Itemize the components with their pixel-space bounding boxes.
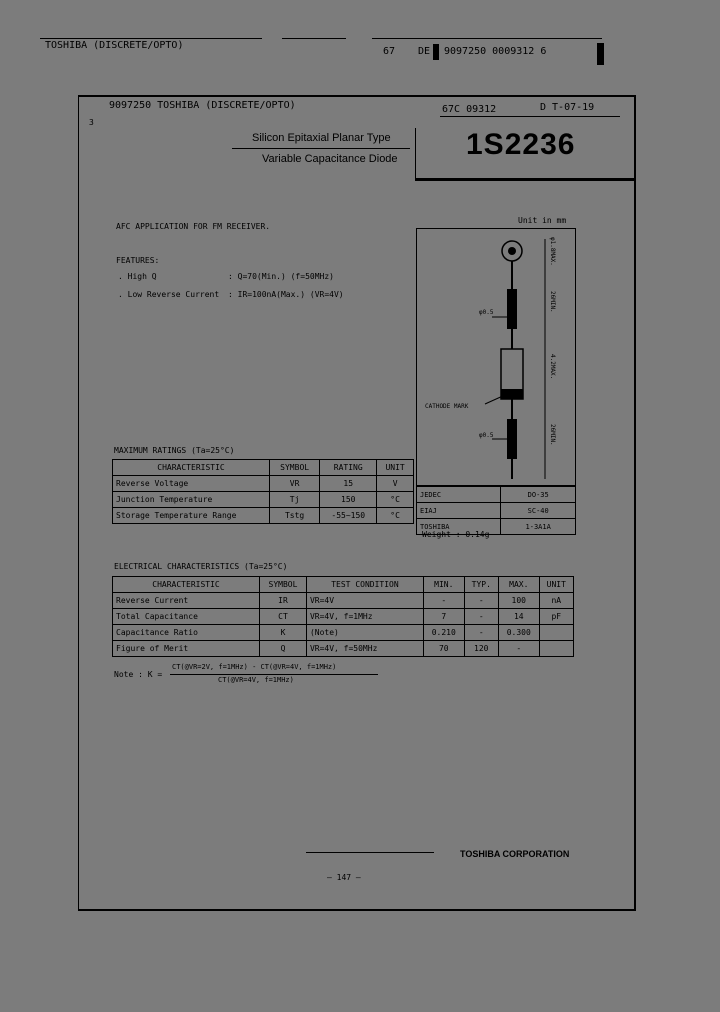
cathode-mark-label: CATHODE MARK — [425, 403, 469, 410]
package-drawing — [416, 228, 576, 486]
table-row: Junction Temperature Tj 150 °C — [113, 492, 414, 508]
footer-rule — [306, 852, 434, 853]
table-row: Reverse Voltage VR 15 V — [113, 476, 414, 492]
table-row: JEDEC DO-35 — [417, 487, 576, 503]
dim-label: 4.2MAX. — [549, 354, 556, 380]
fraction-bar — [170, 674, 378, 675]
package-table — [416, 486, 576, 535]
desc-line: Variable Capacitance Diode — [262, 153, 398, 165]
doc-header-right: D T-07-19 — [540, 102, 595, 113]
max-ratings-table — [112, 459, 414, 524]
feature-name: . Low Reverse Current — [118, 290, 220, 299]
title-bottom-bar — [415, 178, 636, 181]
scan-rule — [372, 38, 602, 39]
dim-label: 26MIN. — [549, 291, 556, 313]
table-row: Reverse Current IR VR=4V - - 100 nA — [113, 593, 574, 609]
note-numerator: CT(@VR=2V, f=1MHz) - CT(@VR=4V, f=1MHz) — [172, 663, 337, 671]
scan-rule — [40, 38, 262, 39]
scan-header-code-nums: 9097250 0009312 6 — [444, 46, 547, 57]
max-ratings-heading: MAXIMUM RATINGS (Ta=25°C) — [114, 446, 235, 455]
table-row: EIAJ SC-40 — [417, 503, 576, 519]
scan-header-code-67: 67 — [383, 46, 396, 57]
doc-header-rule — [440, 116, 620, 117]
corp-name: TOSHIBA CORPORATION — [460, 849, 570, 859]
note-denominator: CT(@VR=4V, f=1MHz) — [218, 676, 294, 684]
features-heading: FEATURES: — [116, 256, 160, 265]
doc-header-left: 9097250 TOSHIBA (DISCRETE/OPTO) — [109, 100, 296, 111]
table-header-row: CHARACTERISTIC SYMBOL TEST CONDITION MIN. TYP. MAX. UNIT — [113, 577, 574, 593]
note-prefix: Note : K = — [114, 670, 163, 679]
doc-header-mid: 67C 09312 — [442, 104, 497, 115]
table-row: TOSHIBA 1-3A1A — [417, 519, 576, 535]
scan-block-mark — [433, 44, 439, 60]
table-row: Figure of Merit Q VR=4V, f=50MHz 70 120 - — [113, 641, 574, 657]
dim-label: φ0.5 — [479, 432, 494, 439]
title-divider — [415, 128, 416, 178]
scan-rule — [282, 38, 346, 39]
feature-value: : Q=70(Min.) (f=50MHz) — [228, 272, 334, 281]
elec-heading: ELECTRICAL CHARACTERISTICS (Ta=25°C) — [114, 562, 288, 571]
weight-text: Weight : 0.14g — [422, 530, 490, 539]
elec-table — [112, 576, 574, 657]
dim-label: φ1.8MAX. — [549, 237, 556, 266]
page-number: — 147 — — [327, 873, 361, 882]
dim-label: 26MIN. — [549, 424, 556, 446]
application-text: AFC APPLICATION FOR FM RECEIVER. — [116, 222, 271, 231]
type-line: Silicon Epitaxial Planar Type — [252, 132, 391, 144]
title-rule — [232, 148, 410, 149]
feature-name: . High Q — [118, 272, 157, 281]
table-header-row: CHARACTERISTIC SYMBOL RATING UNIT — [113, 460, 414, 476]
unit-label: Unit in mm — [518, 216, 567, 225]
table-row: Total Capacitance CT VR=4V, f=1MHz 7 - 14 pF — [113, 609, 574, 625]
feature-value: : IR=100nA(Max.) (VR=4V) — [228, 290, 344, 299]
scan-bar-mark — [597, 43, 604, 65]
doc-header-mark: 3 — [89, 118, 94, 127]
table-row: Capacitance Ratio K (Note) 0.210 - 0.300 — [113, 625, 574, 641]
table-row: Storage Temperature Range Tstg -55~150 °C — [113, 508, 414, 524]
dim-label: φ0.5 — [479, 309, 494, 316]
scan-header-code-de: DE — [418, 46, 431, 57]
scan-header-left: TOSHIBA (DISCRETE/OPTO) — [45, 40, 184, 51]
part-number: 1S2236 — [466, 128, 576, 161]
